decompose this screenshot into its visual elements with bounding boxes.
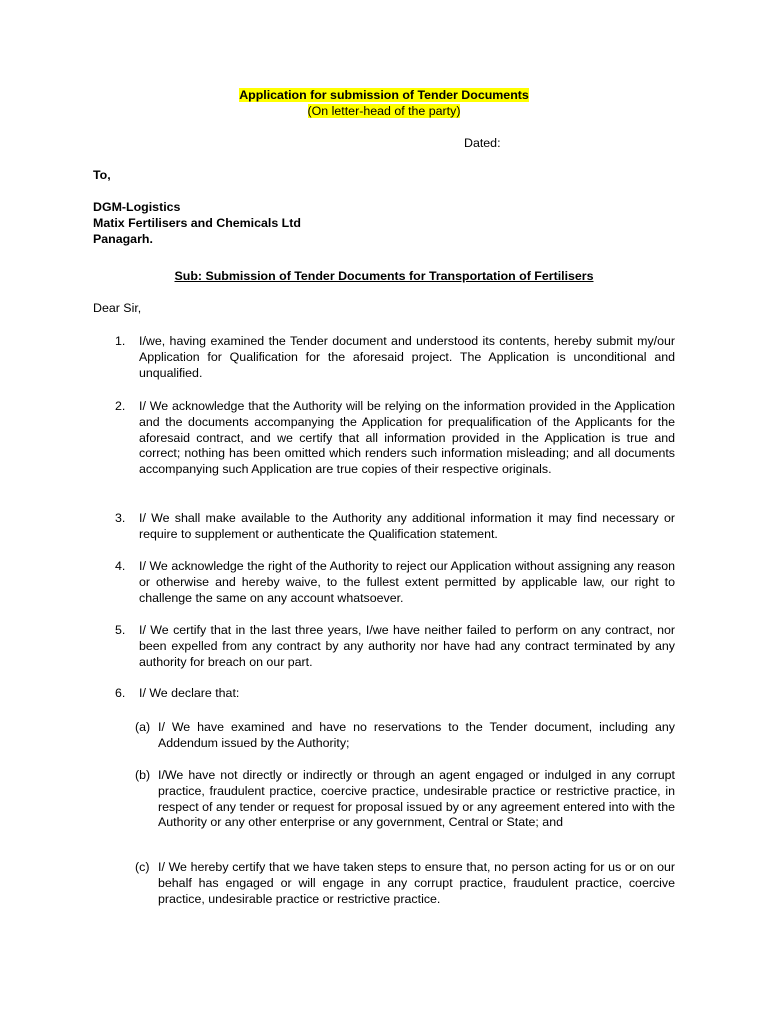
sub-list-item-text: I/ We hereby certify that we have taken steps to ensure that, no person acting for us or on our behalf has engaged or will engage in any corrupt practice, fraudulent practice, coercive practice, undesirable practice or restrictive practice. <box>158 860 675 906</box>
list-item-number: 3. <box>115 511 126 525</box>
list-item <box>93 686 675 702</box>
subject-line <box>0 269 768 285</box>
sub-list-item-text: I/We have not directly or indirectly or through an agent engaged or indulged in any corrupt practice, fraudulent practice, coercive practice, undesirable practice or restrictive practice, in respect of any tender or request for proposal issued by or any agreement entered into with the Authority or any other enterprise or any government, Central or State; and <box>158 768 675 830</box>
sub-list-item <box>93 768 675 831</box>
dated-label: Dated: <box>464 136 501 150</box>
sub-list-item <box>93 720 675 752</box>
list-item <box>93 559 675 606</box>
sub-list-item-label: (c) <box>135 860 150 874</box>
document-title: Application for submission of Tender Documents <box>239 88 529 102</box>
subject: Sub: Submission of Tender Documents for Transportation of Fertilisers <box>174 269 594 283</box>
list-item <box>93 511 675 543</box>
subtitle-line <box>0 104 768 120</box>
title-line <box>0 88 768 104</box>
list-item-number: 4. <box>115 559 126 573</box>
sub-list-item-text: I/ We have examined and have no reservations to the Tender document, including any Addendum issued by the Authority; <box>158 720 675 750</box>
list-item-text: I/ We acknowledge that the Authority will be relying on the information provided in the Application and the documents accompanying the Application for prequalification of the Applicants for the aforesaid contract, and we certify that all information provided in the Application is true and correct; nothing has been omitted which renders such information misleading; and all documents accompanying such Application are true copies of their respective originals. <box>139 399 675 477</box>
salutation: Dear Sir, <box>93 301 142 315</box>
list-item-text: I/we, having examined the Tender document and understood its contents, hereby submit my/our Application for Qualification for the aforesaid project. The Application is unconditional and unqualified. <box>139 334 675 380</box>
document-subtitle: (On letter-head of the party) <box>307 104 461 118</box>
list-item-text: I/ We declare that: <box>139 686 240 700</box>
list-item-number: 6. <box>115 686 126 700</box>
list-item <box>93 623 675 670</box>
sub-list-item-label: (b) <box>135 768 151 782</box>
list-item-number: 2. <box>115 399 126 413</box>
list-item <box>93 334 675 381</box>
list-item-number: 1. <box>115 334 126 348</box>
list-item-text: I/ We certify that in the last three years, I/we have neither failed to perform on any contract, nor been expelled from any contract by any authority nor have had any contract terminated by any authority for breach on our part. <box>139 623 675 669</box>
address-line-3: Panagarh. <box>93 232 153 246</box>
address-line-2: Matix Fertilisers and Chemicals Ltd <box>93 216 301 230</box>
address-line-1: DGM-Logistics <box>93 200 181 214</box>
list-item-text: I/ We acknowledge the right of the Authority to reject our Application without assigning any reason or otherwise and hereby waive, to the fullest extent permitted by applicable law, our right to challenge the same on any account whatsoever. <box>139 559 675 605</box>
sub-list-item-label: (a) <box>135 720 151 734</box>
list-item-number: 5. <box>115 623 126 637</box>
list-item-text: I/ We shall make available to the Authority any additional information it may find necessary or require to supplement or authenticate the Qualification statement. <box>139 511 675 541</box>
address-to: To, <box>93 168 111 182</box>
sub-list-item <box>93 860 675 907</box>
list-item <box>93 399 675 478</box>
